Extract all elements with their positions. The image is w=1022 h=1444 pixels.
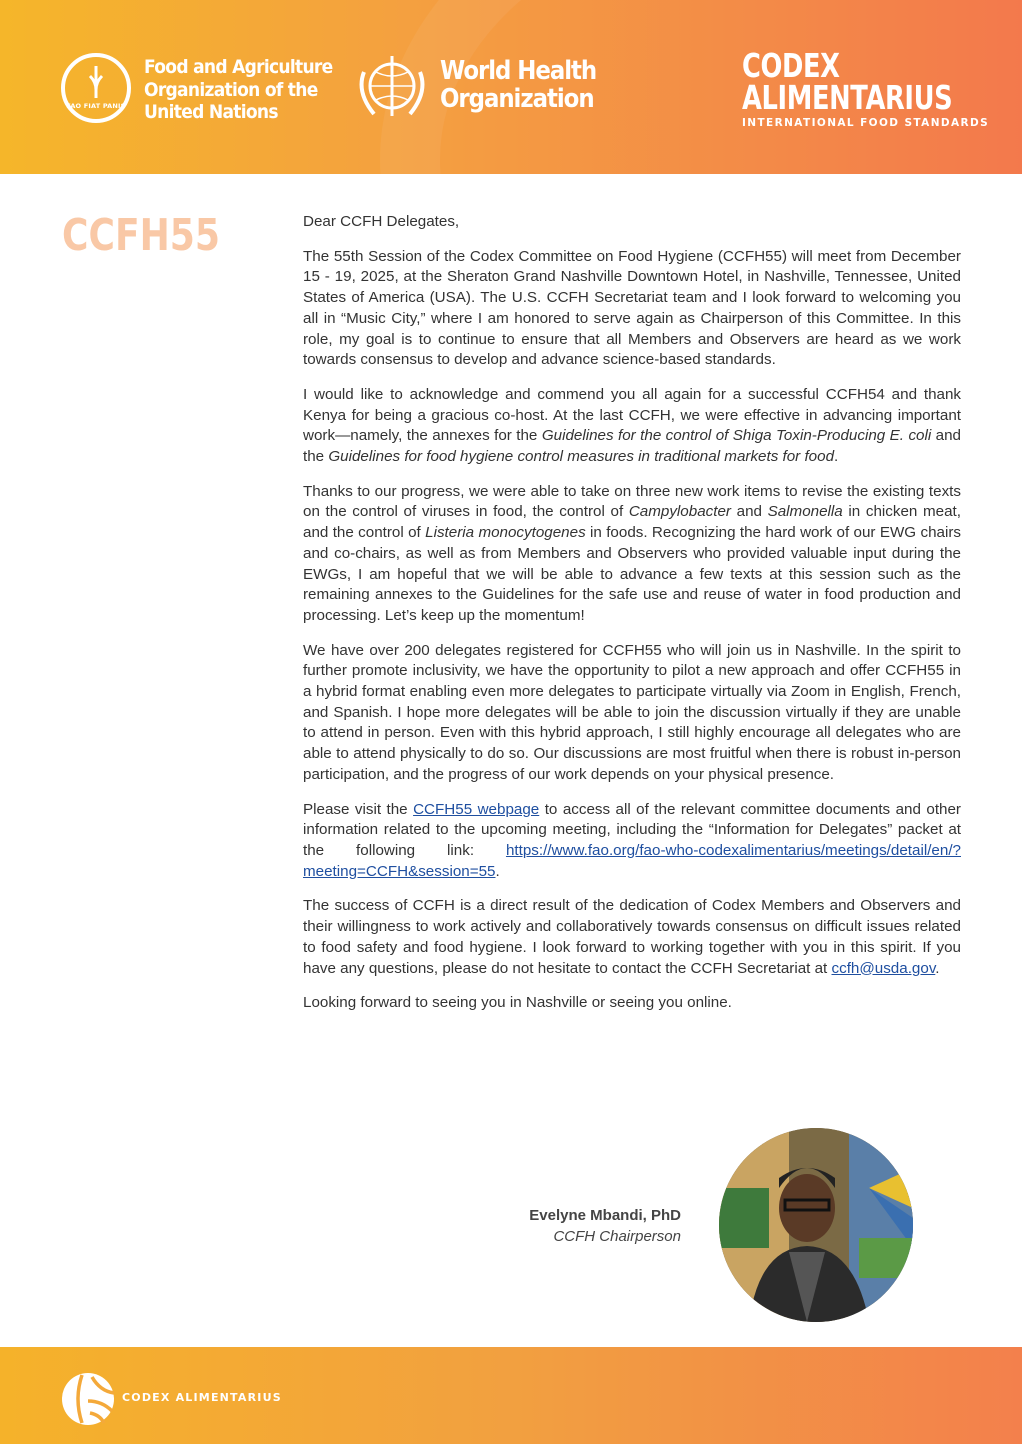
link[interactable]: https://www.fao.org/fao-who-codexalimentarius/meetings/detail/en/?meeting=CCFH&session=55 <box>303 841 961 880</box>
text: . <box>834 448 839 466</box>
page-title: CCFH55 <box>62 210 221 261</box>
italic-text: Campylobacter <box>628 503 731 521</box>
text: I would like to acknowledge and commend you all again for a successful CCFH54 and thank Kenya for being a gracious co-host. At the last CCFH, we were effective in advancing important work—namely, the annexes for the <box>303 385 961 445</box>
codex-line: ALIMENTARIUS <box>742 78 953 117</box>
fao-line: Organization of the <box>144 78 318 101</box>
text: and <box>730 503 768 521</box>
text: Please visit the <box>303 800 414 818</box>
letter-paragraph <box>303 482 961 627</box>
letter-paragraph <box>303 385 961 468</box>
italic-text: Listeria monocytogenes <box>425 524 586 542</box>
text: . <box>935 959 940 977</box>
letter-paragraph <box>303 641 961 786</box>
codex-logo <box>742 46 1012 129</box>
text: in foods. Recognizing the hard work of our EWG chairs and co-chairs, as well as from Members and Observers who provided valuable input during the EWGs, I am hopeful that we will be able to advance a few texts at this session such as the remaining annexes to the Guidelines for the safe use and reuse of water in food production and processing. Let’s keep up the momentum! <box>303 524 961 624</box>
codex-tagline: INTERNATIONAL FOOD STANDARDS <box>742 117 990 129</box>
text: Thanks to our progress, we were able to take on three new work items to revise the existing texts on the control of viruses in food, the control of <box>303 482 961 521</box>
letter-paragraph <box>303 247 961 371</box>
signatory-name: Evelyne Mbandi, PhD <box>529 1207 681 1224</box>
letter-paragraphs <box>303 247 961 1014</box>
text: to access all of the relevant committee documents and other information related to the upcoming meeting, including the “Information for Delegates” packet at the following link: <box>303 800 961 859</box>
italic-text: Guidelines for the control of Shiga Toxin-Producing E. coli <box>541 427 932 445</box>
fao-logo-icon <box>60 52 132 124</box>
fao-logo <box>60 52 132 124</box>
text: We have over 200 delegates registered for CCFH55 who will join us in Nashville. In the spirit to further promote inclusivity, we have the opportunity to pilot a new approach and offer CCFH55 in a hybrid format enabling even more delegates to participate virtually via Zoom in English, French, and Spanish. I hope more delegates will be able to join the discussion virtually if they are unable to attend in person. Even with this hybrid approach, I still highly encourage all delegates who are able to attend physically to do so. Our discussions are most fruitful when there is robust in-person participation, and the progress of our work depends on your physical presence. <box>303 641 961 783</box>
text: in chicken meat, and the control of <box>303 503 961 542</box>
who-line: Organization <box>440 84 594 114</box>
text: The success of CCFH is a direct result of the dedication of Codex Members and Observers and their willingness to work actively and collaboratively towards consensus on difficult issues related to food safety and food hygiene. I look forward to working together with you in this spirit. If you have any questions, please do not hesitate to contact the CCFH Secretariat at <box>303 897 961 977</box>
italic-text: Guidelines for food hygiene control measures in traditional markets for food <box>328 448 835 466</box>
fao-line: United Nations <box>144 101 278 123</box>
footer-banner <box>0 1347 1022 1444</box>
who-line: World Health <box>440 56 597 86</box>
text: The 55th Session of the Codex Committee on Food Hygiene (CCFH55) will meet from December 15 - 19, 2025, at the Sheraton Grand Nashville Downtown Hotel, in Nashville, Tennessee, United States of America (USA). The U.S. CCFH Secretariat team and I look forward to welcoming you all in “Music City,” where I am honored to serve again as Chairperson of this Committee. In this role, my goal is to continue to ensure that all Members and Observers are heard as we work towards consensus to develop and advance science-based standards. <box>303 247 961 369</box>
italic-text: Salmonella <box>767 503 843 521</box>
letter-paragraph <box>303 993 961 1014</box>
chairperson-photo <box>719 1128 913 1322</box>
fao-name <box>144 56 333 124</box>
fao-emblem-text: FAO FIAT PANIS <box>66 102 126 110</box>
signatory-role: CCFH Chairperson <box>553 1228 681 1245</box>
who-emblem-icon <box>352 52 432 124</box>
link[interactable]: ccfh@usda.gov <box>831 959 936 977</box>
letter-paragraph <box>303 896 961 979</box>
letter-paragraph <box>303 800 961 883</box>
text: and the <box>303 427 961 466</box>
text: Looking forward to seeing you in Nashville or seeing you online. <box>303 994 732 1012</box>
header-banner <box>0 0 1022 174</box>
text: . <box>495 862 500 880</box>
signature <box>529 1205 681 1247</box>
who-name <box>440 57 596 113</box>
codex-emblem-icon <box>60 1371 116 1427</box>
footer-brand: CODEX ALIMENTARIUS <box>122 1391 282 1404</box>
link[interactable]: CCFH55 webpage <box>413 800 540 818</box>
greeting: Dear CCFH Delegates, <box>303 213 460 230</box>
codex-line: CODEX <box>742 46 840 85</box>
letter-body <box>303 212 961 1028</box>
fao-line: Food and Agriculture <box>144 56 333 78</box>
